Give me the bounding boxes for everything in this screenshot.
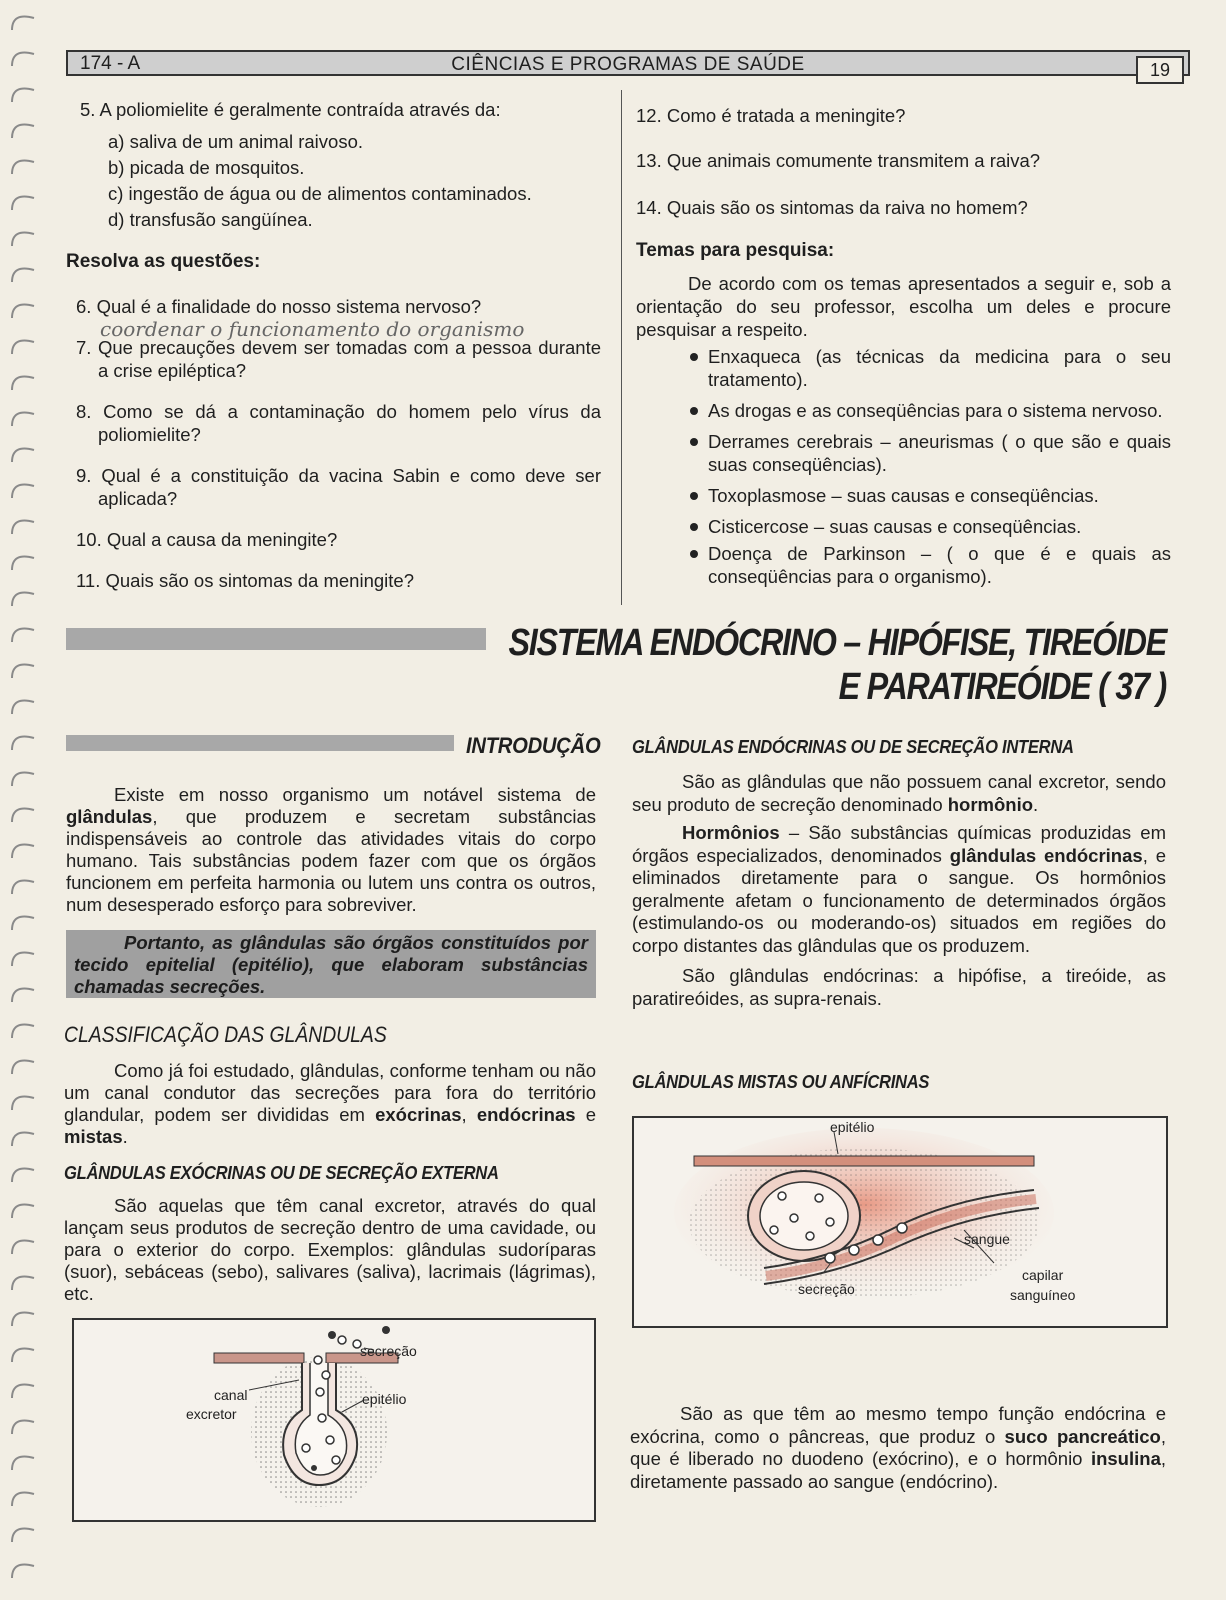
intro-text-a: Existe em nosso organismo um notável sistema de [114, 784, 596, 805]
class-text-a: Como já foi estudado, glândulas, conforme tenham ou não um canal condutor das secreções para fora do território glandular, podem ser divididas em [64, 1060, 596, 1125]
intro-heading: INTRODUÇÃO [466, 733, 601, 758]
question-14: 14. Quais são os sintomas da raiva no homem? [636, 197, 1028, 218]
handwritten-answer: coordenar o funcionamento do organismo [100, 317, 525, 341]
q5-options [80, 129, 605, 233]
exocrine-gland-figure [72, 1318, 596, 1522]
exocrinas-heading: GLÂNDULAS EXÓCRINAS OU DE SECREÇÃO EXTERNA [64, 1163, 499, 1183]
temas-heading: Temas para pesquisa: [636, 240, 835, 261]
title-gray-bar [66, 628, 486, 650]
endo-bold-hormonio: hormônio [947, 793, 1034, 815]
endo-p3: São glândulas endócrinas: a hipófise, a tireóide, as paratireóides, as supra-renais. [632, 965, 1166, 1009]
question-6: 6. Qual é a finalidade do nosso sistema nervoso? [76, 296, 482, 317]
left-questions [80, 98, 605, 233]
mistas-heading: GLÂNDULAS MISTAS OU ANFÍCRINAS [632, 1072, 930, 1092]
resolva-heading: Resolva as questões: [66, 251, 261, 272]
question-12: 12. Como é tratada a meningite? [636, 105, 906, 126]
mistas-bold-suco: suco pancreático [1004, 1425, 1161, 1447]
tema-item: Enxaqueca (as técnicas da medicina para o seu tratamento). [682, 345, 1171, 391]
endo-p2-a: – São substâncias químicas produzidas em órgãos especializados, denominados [632, 822, 1166, 866]
option-b: b) picada de mosquitos. [108, 157, 305, 178]
mistas-text-b: , que é liberado no duodeno (exócrino), e o hormônio [630, 1425, 1166, 1469]
option-c: c) ingestão de água ou de alimentos contaminados. [108, 183, 532, 204]
tema-item: Cisticercose – suas causas e conseqüências. [682, 515, 1171, 538]
question-11: 11. Quais são os sintomas da meningite? [76, 570, 414, 591]
intro-gray-bar [66, 735, 454, 751]
right-questions [636, 104, 1171, 588]
endo-bold-glandulas-endocrinas: glândulas endócrinas [949, 844, 1143, 866]
class-end: . [122, 1126, 128, 1147]
option-d: d) transfusão sangüínea. [108, 209, 313, 230]
fig1-label-excretor: excretor [186, 1406, 237, 1422]
question-8: 8. Como se dá a contaminação do homem pelo vírus da poliomielite? [76, 401, 601, 445]
question-9: 9. Qual é a constituição da vacina Sabin e como deve ser aplicada? [76, 465, 601, 509]
intro-bold-glandulas: glândulas [66, 806, 153, 827]
option-a: a) saliva de um animal raivoso. [108, 131, 363, 152]
mistas-text-c: , diretamente passado ao sangue (endócrino). [630, 1448, 1166, 1492]
mixed-gland-drawing [634, 1118, 1166, 1326]
section-title-line1: SISTEMA ENDÓCRINO – HIPÓFISE, TIREÓIDE [508, 622, 1166, 664]
fig2-label-secrecao: secreção [798, 1281, 855, 1297]
class-sep1: , [461, 1104, 477, 1125]
fig1-label-canal: canal [214, 1387, 248, 1403]
classificacao-paragraph [64, 1060, 596, 1148]
tema-item: Toxoplasmose – suas causas e conseqüências. [682, 484, 1171, 507]
temas-list [636, 345, 1171, 588]
class-bold-exocrinas: exócrinas [375, 1104, 462, 1125]
header-page-number: 19 [1136, 56, 1184, 84]
header-page-code: 174 - A [80, 53, 141, 74]
exocrinas-paragraph [64, 1195, 596, 1305]
fig1-label-secrecao: secreção [360, 1343, 417, 1359]
mistas-text-a: São as que têm ao mesmo tempo função endócrina e exócrina, como o pâncreas, que produz o [630, 1403, 1166, 1447]
tema-item: Derrames cerebrais – aneurismas ( o que são e quais suas conseqüências). [682, 430, 1171, 476]
question-13: 13. Que animais comumente transmitem a raiva? [636, 150, 1041, 171]
endocrinas-section [632, 771, 1166, 1010]
highlight-box: Portanto, as glândulas são órgãos constituídos por tecido epitelial (epitélio), que elaboram substâncias chamadas secreções. [66, 930, 596, 998]
fig2-label-sangue: sangue [964, 1231, 1010, 1247]
fig2-label-sanguineo: sanguíneo [1010, 1287, 1076, 1303]
tema-item: As drogas e as conseqüências para o sistema nervoso. [682, 399, 1171, 422]
spiral-binding [4, 10, 44, 1590]
intro-paragraph [66, 784, 596, 916]
mixed-gland-figure [632, 1116, 1168, 1328]
endo-p1-a: São as glândulas que não possuem canal excretor, sendo seu produto de secreção denominado [632, 771, 1166, 815]
class-bold-mistas: mistas [64, 1126, 123, 1147]
endo-bold-hormonios: Hormônios [682, 822, 780, 843]
intro-text-b: , que produzem e secretam substâncias indispensáveis ao controle das atividades vitais do corpo humano. Tais substâncias podem fazer com que os órgãos funcionem em perfeita harmonia ou lutem uns contra os outros, num desesperado esforço para sobreviver. [66, 806, 596, 915]
exocrine-gland-drawing [74, 1320, 594, 1520]
column-divider [621, 90, 622, 605]
classificacao-heading: CLASSIFICAÇÃO DAS GLÂNDULAS [64, 1022, 387, 1047]
temas-intro: De acordo com os temas apresentados a seguir e, sob a orientação do seu professor, escolha um deles e procure pesquisar a respeito. [636, 273, 1171, 340]
class-bold-endocrinas: endócrinas [476, 1104, 576, 1125]
exocrinas-text: São aquelas que têm canal excretor, através do qual lançam seus produtos de secreção dentro de uma cavidade, ou para o exterior do corpo. Exemplos: glândulas sudoríparas (suor), sebáceas (sebo), salivares (saliva), lacrimais (lágrimas), etc. [64, 1195, 596, 1304]
section-title-line2: E PARATIREÓIDE ( 37 ) [838, 666, 1166, 708]
fig2-label-capilar: capilar [1022, 1267, 1064, 1283]
fig1-label-epitelio: epitélio [362, 1391, 407, 1407]
question-5: 5. A poliomielite é geralmente contraída através da: [80, 99, 501, 120]
endocrinas-heading: GLÂNDULAS ENDÓCRINAS OU DE SECREÇÃO INTERNA [632, 737, 1074, 757]
question-10: 10. Qual a causa da meningite? [76, 529, 338, 550]
mistas-paragraph [630, 1403, 1166, 1493]
tema-item: Doença de Parkinson – ( o que é e quais as conseqüências para o organismo). [682, 542, 1171, 588]
fig2-label-epitelio: epitélio [830, 1119, 875, 1135]
header-title: CIÊNCIAS E PROGRAMAS DE SAÚDE [451, 54, 805, 75]
endo-p1-b: . [1033, 793, 1039, 815]
page-header [66, 50, 1190, 80]
question-7: 7. Que precauções devem ser tomadas com a pessoa durante a crise epiléptica? [76, 337, 601, 381]
class-sep2: e [575, 1104, 597, 1125]
endo-p2-b: , e eliminados diretamente para o sangue. Os hormônios geralmente afetam o funcionamento de determinados órgãos (estimulando-os ou moderando-os) situados em regiões do corpo distantes das glândulas que os produzem. [632, 844, 1166, 956]
mistas-bold-insulina: insulina [1090, 1448, 1161, 1469]
